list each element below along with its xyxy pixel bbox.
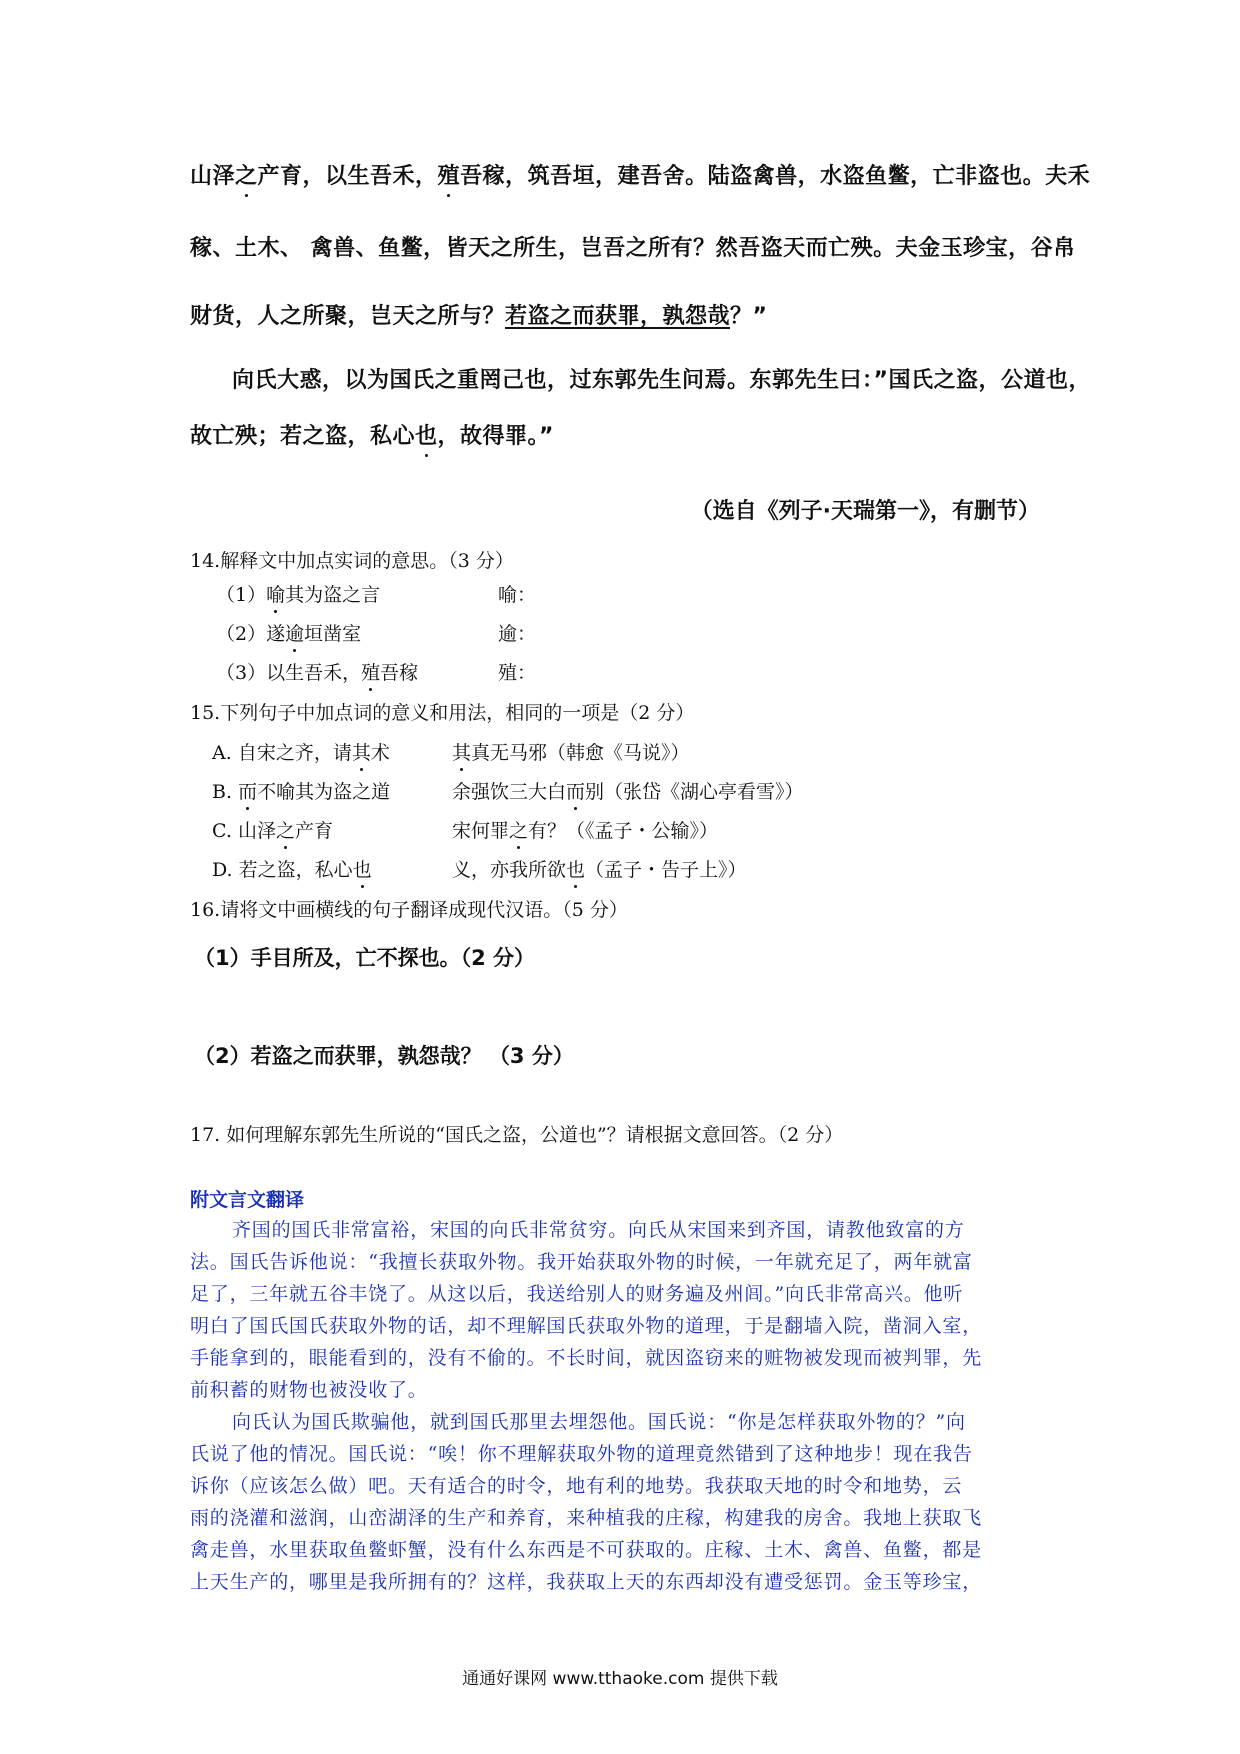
- text-span: 故亡殃；若之盗，私心: [190, 424, 416, 449]
- question-16-sub1: （1）手目所及，亡不探也。（2 分）: [194, 946, 536, 970]
- dotted-char: 之: [275, 820, 295, 842]
- text-span: ，故得罪。”: [437, 424, 554, 449]
- dotted-char: 也: [352, 859, 372, 881]
- translation-line: 明白了国氏国氏获取外物的话，却不理解国氏获取外物的道理，于是翻墙入院，凿洞入室，: [190, 1315, 983, 1337]
- option-letter: C.: [212, 820, 232, 842]
- q14-item: [216, 660, 418, 686]
- text-span: 有？（《孟子・公输》）: [528, 820, 719, 842]
- dotted-char: 殖: [361, 662, 381, 684]
- passage-line: [190, 302, 768, 332]
- dotted-char: 也: [566, 859, 586, 881]
- q15-option-b: [212, 779, 390, 805]
- passage-line: 稼、土木、 禽兽、鱼鳖，皆天之所生，岂吾之所有？然吾盗天而亡殃。夫金玉珍宝，谷帛: [190, 236, 1076, 261]
- dotted-char: 殖: [438, 162, 461, 192]
- translation-line: 法。国氏告诉他说：“我擅长获取外物。我开始获取外物的时候，一年就充足了，两年就富: [190, 1251, 973, 1273]
- q15-option-c: [212, 818, 333, 844]
- text-span: 遂: [266, 623, 286, 645]
- text-span: 垣凿室: [304, 623, 362, 645]
- translation-line: 雨的浇灌和滋润，山峦湖泽的生产和养育，来种植我的庄稼，构建我的房舍。我地上获取飞: [190, 1507, 983, 1529]
- text-span: 山泽: [237, 820, 276, 842]
- q14-item: [216, 582, 380, 608]
- translation-line: 手能拿到的，眼能看到的，没有不偷的。不长时间，就因盗窃来的赃物被发现而被判罪，先: [190, 1347, 983, 1369]
- text-span: 真无马邪（韩愈《马说》）: [471, 742, 690, 764]
- text-span: 产育: [294, 820, 333, 842]
- q15-option-d-compare: [452, 857, 747, 883]
- text-span: 产育，以生吾禾，: [257, 164, 438, 189]
- option-letter: B.: [212, 781, 233, 803]
- text-span: 财货，人之所聚，岂天之所与？: [190, 304, 506, 329]
- q15-option-a: [212, 740, 390, 766]
- q14-answer-label: 逾：: [498, 623, 537, 645]
- text-span: ？”: [730, 304, 768, 329]
- dotted-char: 其: [351, 742, 371, 764]
- text-span: 其为盗之言: [285, 584, 381, 606]
- q15-option-d: [212, 857, 372, 883]
- text-span: 以生吾禾，: [266, 662, 362, 684]
- passage-line: 向氏大惑，以为国氏之重罔己也，过东郭先生问焉。东郭先生曰：”国氏之盗，公道也，: [232, 368, 1091, 393]
- question-14-title: 14.解释文中加点实词的意思。（3 分）: [190, 550, 514, 572]
- text-span: 宋何罪: [452, 820, 510, 842]
- q15-option-b-compare: [452, 779, 804, 805]
- dotted-char: 之: [509, 820, 529, 842]
- item-number: （1）: [216, 584, 267, 606]
- text-span: 若之盗，私心: [238, 859, 353, 881]
- text-span: （孟子・告子上》）: [585, 859, 747, 881]
- passage-line: [190, 422, 554, 452]
- text-span: 别（张岱《湖心亭看雪》）: [585, 781, 804, 803]
- text-span: 山泽: [190, 164, 236, 189]
- dotted-char: 而: [238, 781, 258, 803]
- option-letter: A.: [212, 742, 232, 764]
- dotted-char: 逾: [285, 623, 305, 645]
- q14-answer-label: 喻：: [498, 584, 537, 606]
- dotted-char: 喻: [266, 584, 286, 606]
- translation-line: 足了，三年就五谷丰饶了。从这以后，我送给别人的财务遍及州闾。”向氏非常高兴。他听: [190, 1283, 964, 1305]
- dotted-char: 而: [566, 781, 586, 803]
- dotted-char: 也: [415, 422, 438, 452]
- q14-answer-label: 殖：: [498, 662, 537, 684]
- text-span: 吾稼，筑吾垣，建吾舍。陆盗禽兽，水盗鱼鳖，亡非盗也。夫禾: [460, 164, 1091, 189]
- question-15-title: 15.下列句子中加点词的意义和用法，相同的一项是（2 分）: [190, 702, 695, 724]
- translation-line: 禽走兽，水里获取鱼鳖虾蟹，没有什么东西是不可获取的。庄稼、土木、禽兽、鱼鳖，都是: [190, 1539, 983, 1561]
- question-16-title: 16.请将文中画横线的句子翻译成现代汉语。（5 分）: [190, 899, 628, 921]
- translation-line: 诉你（应该怎么做）吧。天有适合的时令，地有利的地势。我获取天地的时令和地势，云: [190, 1475, 963, 1497]
- passage-line: [190, 162, 1090, 192]
- translation-title: 附文言文翻译: [190, 1189, 305, 1211]
- translation-line: 齐国的国氏非常富裕，宋国的向氏非常贫穷。向氏从宋国来到齐国，请教他致富的方: [232, 1219, 965, 1241]
- translation-line: 向氏认为国氏欺骗他，就到国氏那里去埋怨他。国氏说：“你是怎样获取外物的？”向: [232, 1411, 966, 1433]
- page-footer: 通通好课网 www.tthaoke.com 提供下载: [462, 1669, 778, 1689]
- text-span: 不喻其为盗之道: [257, 781, 391, 803]
- q15-option-a-compare: [452, 740, 690, 766]
- translation-line: 上天生产的，哪里是我所拥有的？这样，我获取上天的东西却没有遭受惩罚。金玉等珍宝，: [190, 1571, 983, 1593]
- dotted-char: 之: [235, 162, 258, 192]
- dotted-char: 其: [452, 742, 472, 764]
- underlined-sentence: 若盗之而获罪，孰怨哉: [505, 304, 731, 329]
- passage-source: （选自《列子·天瑞第一》，有删节）: [690, 499, 1040, 524]
- text-span: 吾稼: [380, 662, 419, 684]
- item-number: （2）: [216, 623, 267, 645]
- text-span: 义，亦我所欲: [452, 859, 567, 881]
- translation-line: 前积蓄的财物也被没收了。: [190, 1379, 428, 1401]
- option-letter: D.: [212, 859, 233, 881]
- text-span: 术: [370, 742, 390, 764]
- item-number: （3）: [216, 662, 267, 684]
- translation-line: 氏说了他的情况。国氏说：“唉！你不理解获取外物的道理竟然错到了这种地步！现在我告: [190, 1443, 973, 1465]
- question-17-title: 17. 如何理解东郭先生所说的“国氏之盗，公道也”？请根据文意回答。（2 分）: [190, 1124, 844, 1146]
- question-16-sub2: （2）若盗之而获罪，孰怨哉？ （3 分）: [194, 1044, 574, 1068]
- q14-item: [216, 621, 361, 647]
- text-span: 自宋之齐，请: [237, 742, 352, 764]
- q15-option-c-compare: [452, 818, 718, 844]
- text-span: 余强饮三大白: [452, 781, 567, 803]
